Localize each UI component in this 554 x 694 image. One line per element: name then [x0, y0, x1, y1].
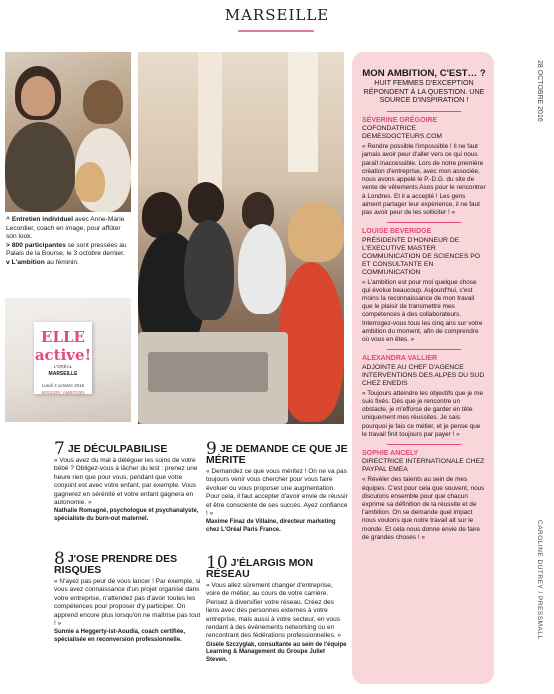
caption-3: v L'ambition au féminin.	[6, 258, 79, 266]
person-name: ALEXANDRA VALLIER	[362, 355, 438, 363]
elle-logo: ELLE active!	[34, 328, 92, 364]
person-quote: « Toujours atteindre les objectifs que je me suis fixés. Dès que je rencontre un obstacle, je m'efforce de garder en tête uniquement mes réussites. Je sais pourquoi je fais ce métier, et je pense que le travail finit toujours par payer ! »	[362, 389, 484, 438]
tip-citation: Maxime Finaz de Villaine, directeur marketing chez L'Oréal Paris France.	[206, 519, 336, 534]
tip-heading: 7 JE DÉCULPABILISE	[54, 439, 168, 459]
header-underline	[238, 30, 314, 32]
panel-title: MON AMBITION, C'EST… ?	[362, 68, 486, 79]
tip-10	[206, 553, 348, 665]
person-quote: « Révéler des talents au sein de mes équipes. C'est pour cela que souvent, nous discutons ensemble pour que chacun exprime sa définition de la réussite et de l'ambition. On se demande quel impact nous voulons que notre travail ait sur le monde. Et cela nous donne envie de faire de grandes choses ! »	[362, 476, 485, 541]
tip-body: « Vous avez du mal à déléguer les soins de votre bébé ? Obligez-vous à lâcher du lest : prenez une heure rien que pour vous, pendant que votre conjoint est avec votre enfant, par exemple. Vous gagnerez en sérénité et votre enfant gagnera en autonomie. »	[54, 457, 198, 507]
panel-separator	[387, 111, 461, 112]
caption-2: > 800 participantes se sont pressées au Palais de la Bourse, le 3 octobre dernier.	[6, 241, 127, 258]
person-role: PRÉSIDENTE D'HONNEUR DE L'EXECUTIVE MASTER COMMUNICATION DE SCIENCES PO ET CONSULTANTE EN COMMUNICATION	[362, 236, 481, 276]
person-role: DIRECTRICE INTERNATIONALE CHEZ PAYPAL EMEA	[362, 458, 485, 474]
tip-heading: 9 JE DEMANDE CE QUE JE MÉRITE	[206, 439, 348, 466]
loreal-brand: L'ORÉAL	[53, 364, 73, 369]
tip-7	[54, 439, 202, 524]
person-name: LOUISE BEVERIDGE	[362, 228, 432, 236]
margin-date: 28 OCTOBRE 2016	[536, 60, 543, 122]
panel-separator	[387, 444, 461, 445]
caption-1: ^ Entretien individuel avec Anne-Marie Lecordier, coach en image, pour affûter son look.	[6, 216, 125, 241]
person-name: SOPHIE ANCELY	[362, 449, 419, 457]
photo-captions	[6, 216, 132, 268]
photo-participants-event	[138, 52, 344, 424]
tip-citation: Gisèle Szczyglak, consultante au sein de l'équipe Learning & Management du Groupe Juliet Steven.	[206, 641, 347, 664]
card-mission: MISSION: AMBITION	[41, 390, 85, 395]
photo-coaching-session	[5, 52, 131, 212]
tip-heading: 8 J'OSE PRENDRE DES RISQUES	[54, 549, 178, 576]
tip-body: « N'ayez pas peur de vous lancer ! Par exemple, si vous avez connaissance d'un projet organisé dans votre entreprise, n'attendez pas d'avoir toutes les compétences pour proposer d'y participer. On apprend encore plus lorsqu'on ne maîtrise pas tout ! »	[54, 578, 201, 628]
tip-citation: Sunnie a Heggerty-ist-Aoudia, coach certifiée, spécialisée en reconversion professionnelle.	[54, 629, 186, 644]
tip-heading: 10 J'ÉLARGIS MON RÉSEAU	[206, 553, 314, 580]
tip-body: « Demandez ce que vous méritez ! On ne va pas toujours venir vous chercher pour vous faire évoluer ou vous proposer une augmentation. Pour cela, il faut accepter d'avoir envie de réussir et être consciente de ses succès. Ayez confiance ! »	[206, 468, 348, 518]
tip-8	[54, 549, 202, 645]
card-city: MARSEILLE	[48, 371, 78, 377]
tip-9	[206, 439, 348, 535]
page-header-title: MARSEILLE	[224, 6, 330, 24]
elle-active-card	[34, 322, 92, 394]
tip-citation: Nathalie Romagné, psychologue et psychanalyste, spécialiste du burn-out maternel.	[54, 508, 199, 523]
person-name: SÉVERINE GRÉGOIRE	[362, 116, 438, 124]
person-role: COFONDATRICE DEMESDOCTEURS.COM	[362, 125, 443, 141]
person-quote: « L'ambition est pour moi quelque chose qui évolue beaucoup. Aujourd'hui, c'est moins la reconnaissance de mon travail que le plaisir de transmettre mes compétences à des collaborateurs. Interrogez-vous tous les cinq ans sur votre ambition du moment, afin de comprendre où vous en êtes. »	[362, 278, 483, 344]
person-role: ADJOINTE AU CHEF D'AGENCE INTERVENTIONS DES ALPES DU SUD CHEZ ENEDIS	[362, 363, 485, 387]
photo-credit: CAROLINE DUTREY / PRESSMALL	[536, 520, 543, 640]
person-quote: « Rendre possible l'impossible ! Il ne faut jamais avoir peur d'aller vers ce qui nous paraît inaccessible. Lors de notre première création d'entreprise, avec mon associée, nous avons appelé le P.-D.G. du site de vente de vêtements Asos pour le rencontrer à Londres. Et il a accepté ! Les gens aiment partager leur expérience, il ne faut pas avoir peur de les solliciter ! »	[362, 143, 486, 216]
tip-body: « Vous allez sûrement changer d'entreprise, voire de métier, au cours de votre carrière. Pensez à diversifier votre réseau. Créez des liens avec des personnes externes à votre entreprise, mais aussi à votre secteur, en vous rendant à des événements networking ou en rencontrant des fédérations professionnelles. »	[206, 582, 342, 640]
card-date: Lundi 3 octobre 2016	[41, 383, 85, 388]
panel-separator	[387, 222, 461, 223]
panel-subtitle: HUIT FEMMES D'EXCEPTION RÉPONDENT À LA QUESTION. UNE SOURCE D'INSPIRATION !	[363, 78, 485, 105]
panel-separator	[387, 349, 461, 350]
ambition-panel-content	[362, 68, 486, 542]
